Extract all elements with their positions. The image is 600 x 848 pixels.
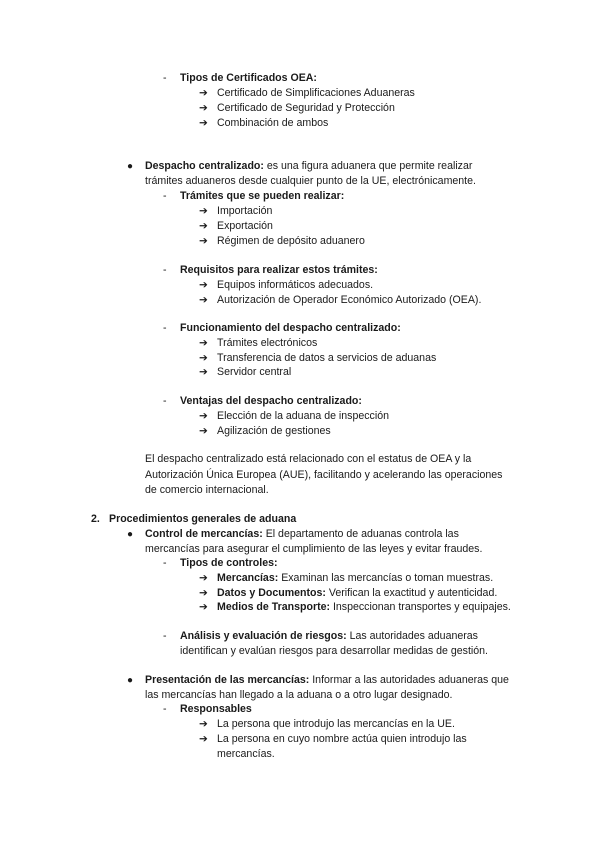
list-item: Servidor central xyxy=(217,366,292,378)
arrow-icon: ➔ xyxy=(199,601,208,613)
tipos-controles-heading: Tipos de controles: xyxy=(180,557,278,569)
oea-types-heading: Tipos de Certificados OEA: xyxy=(180,72,317,84)
arrow-icon: ➔ xyxy=(199,572,208,584)
list-item: Equipos informáticos adecuados. xyxy=(217,279,374,291)
presentacion-line-1 xyxy=(145,674,509,687)
dash-bullet: - xyxy=(163,322,167,334)
section-title: Procedimientos generales de aduana xyxy=(109,513,297,525)
dash-bullet: - xyxy=(163,703,167,715)
list-item: La persona que introdujo las mercancías en la UE. xyxy=(217,718,455,730)
list-item xyxy=(217,587,497,600)
control-type-text: Inspeccionan transportes y equipajes. xyxy=(330,601,511,613)
arrow-icon: ➔ xyxy=(199,220,208,232)
list-item: Régimen de depósito aduanero xyxy=(217,235,365,247)
list-item: Transferencia de datos a servicios de aduanas xyxy=(217,352,437,364)
arrow-icon: ➔ xyxy=(199,117,208,129)
analisis-label: Análisis y evaluación de riesgos: xyxy=(180,630,347,642)
tramites-heading: Trámites que se pueden realizar: xyxy=(180,190,345,202)
arrow-icon: ➔ xyxy=(199,337,208,349)
control-type-text: Examinan las mercancías o toman muestras. xyxy=(278,572,494,584)
control-desc-2: mercancías para asegurar el cumplimiento de las leyes y evitar fraudes. xyxy=(145,543,483,555)
section-number: 2. xyxy=(91,513,100,525)
list-item: Elección de la aduana de inspección xyxy=(217,410,389,422)
dash-bullet: - xyxy=(163,264,167,276)
control-title: Control de mercancías: xyxy=(145,528,263,540)
arrow-icon: ➔ xyxy=(199,294,208,306)
despacho-paragraph-line: Autorización Única Europea (AUE), facilitando y acelerando las operaciones xyxy=(145,469,503,481)
arrow-icon: ➔ xyxy=(199,87,208,99)
arrow-icon: ➔ xyxy=(199,587,208,599)
arrow-icon: ➔ xyxy=(199,366,208,378)
presentacion-title: Presentación de las mercancías: xyxy=(145,674,310,686)
control-type-label: Medios de Transporte: xyxy=(217,601,331,613)
analisis-desc-1: Las autoridades aduaneras xyxy=(346,630,478,642)
despacho-paragraph-line: de comercio internacional. xyxy=(145,484,269,496)
dash-bullet: - xyxy=(163,190,167,202)
responsables-heading: Responsables xyxy=(180,703,252,715)
analisis-desc-2: identifican y evalúan riesgos para desarrollar medidas de gestión. xyxy=(180,645,488,657)
list-item: Agilización de gestiones xyxy=(217,425,331,437)
list-item: La persona en cuyo nombre actúa quien introdujo las xyxy=(217,733,467,745)
arrow-icon: ➔ xyxy=(199,352,208,364)
list-item: Certificado de Simplificaciones Aduaneras xyxy=(217,87,415,99)
control-desc-1: El departamento de aduanas controla las xyxy=(262,528,459,540)
dash-bullet: - xyxy=(163,72,167,84)
funcionamiento-heading: Funcionamiento del despacho centralizado: xyxy=(180,322,401,334)
dash-bullet: - xyxy=(163,395,167,407)
despacho-paragraph-line: El despacho centralizado está relacionado con el estatus de OEA y la xyxy=(145,453,472,465)
despacho-title: Despacho centralizado: xyxy=(145,160,264,172)
control-line-1 xyxy=(145,528,459,541)
list-item: Certificado de Seguridad y Protección xyxy=(217,102,395,114)
despacho-line-1 xyxy=(145,160,472,173)
despacho-desc-1: es una figura aduanera que permite realizar xyxy=(263,160,473,172)
requisitos-heading: Requisitos para realizar estos trámites: xyxy=(180,264,378,276)
list-item xyxy=(217,601,511,614)
arrow-icon: ➔ xyxy=(199,425,208,437)
list-item: Autorización de Operador Económico Autorizado (OEA). xyxy=(217,294,482,306)
bullet-dot-icon: ● xyxy=(127,675,134,686)
presentacion-desc-1: Informar a las autoridades aduaneras que xyxy=(309,674,509,686)
arrow-icon: ➔ xyxy=(199,718,208,730)
arrow-icon: ➔ xyxy=(199,410,208,422)
arrow-icon: ➔ xyxy=(199,279,208,291)
list-item xyxy=(217,572,493,585)
ventajas-heading: Ventajas del despacho centralizado: xyxy=(180,395,362,407)
list-item: Combinación de ambos xyxy=(217,117,329,129)
list-item-continuation: mercancías. xyxy=(217,748,275,760)
control-type-label: Mercancías: xyxy=(217,572,279,584)
list-item: Exportación xyxy=(217,220,273,232)
arrow-icon: ➔ xyxy=(199,733,208,745)
control-type-label: Datos y Documentos: xyxy=(217,587,326,599)
bullet-dot-icon: ● xyxy=(127,529,134,540)
list-item: Importación xyxy=(217,205,273,217)
control-type-text: Verifican la exactitud y autenticidad. xyxy=(325,587,498,599)
list-item: Trámites electrónicos xyxy=(217,337,318,349)
analisis-line-1 xyxy=(180,630,478,643)
arrow-icon: ➔ xyxy=(199,235,208,247)
bullet-dot-icon: ● xyxy=(127,161,134,172)
arrow-icon: ➔ xyxy=(199,205,208,217)
dash-bullet: - xyxy=(163,630,167,642)
dash-bullet: - xyxy=(163,557,167,569)
presentacion-desc-2: las mercancías han llegado a la aduana o a otro lugar designado. xyxy=(145,689,453,701)
arrow-icon: ➔ xyxy=(199,102,208,114)
despacho-desc-2: trámites aduaneros desde cualquier punto de la UE, electrónicamente. xyxy=(145,175,476,187)
